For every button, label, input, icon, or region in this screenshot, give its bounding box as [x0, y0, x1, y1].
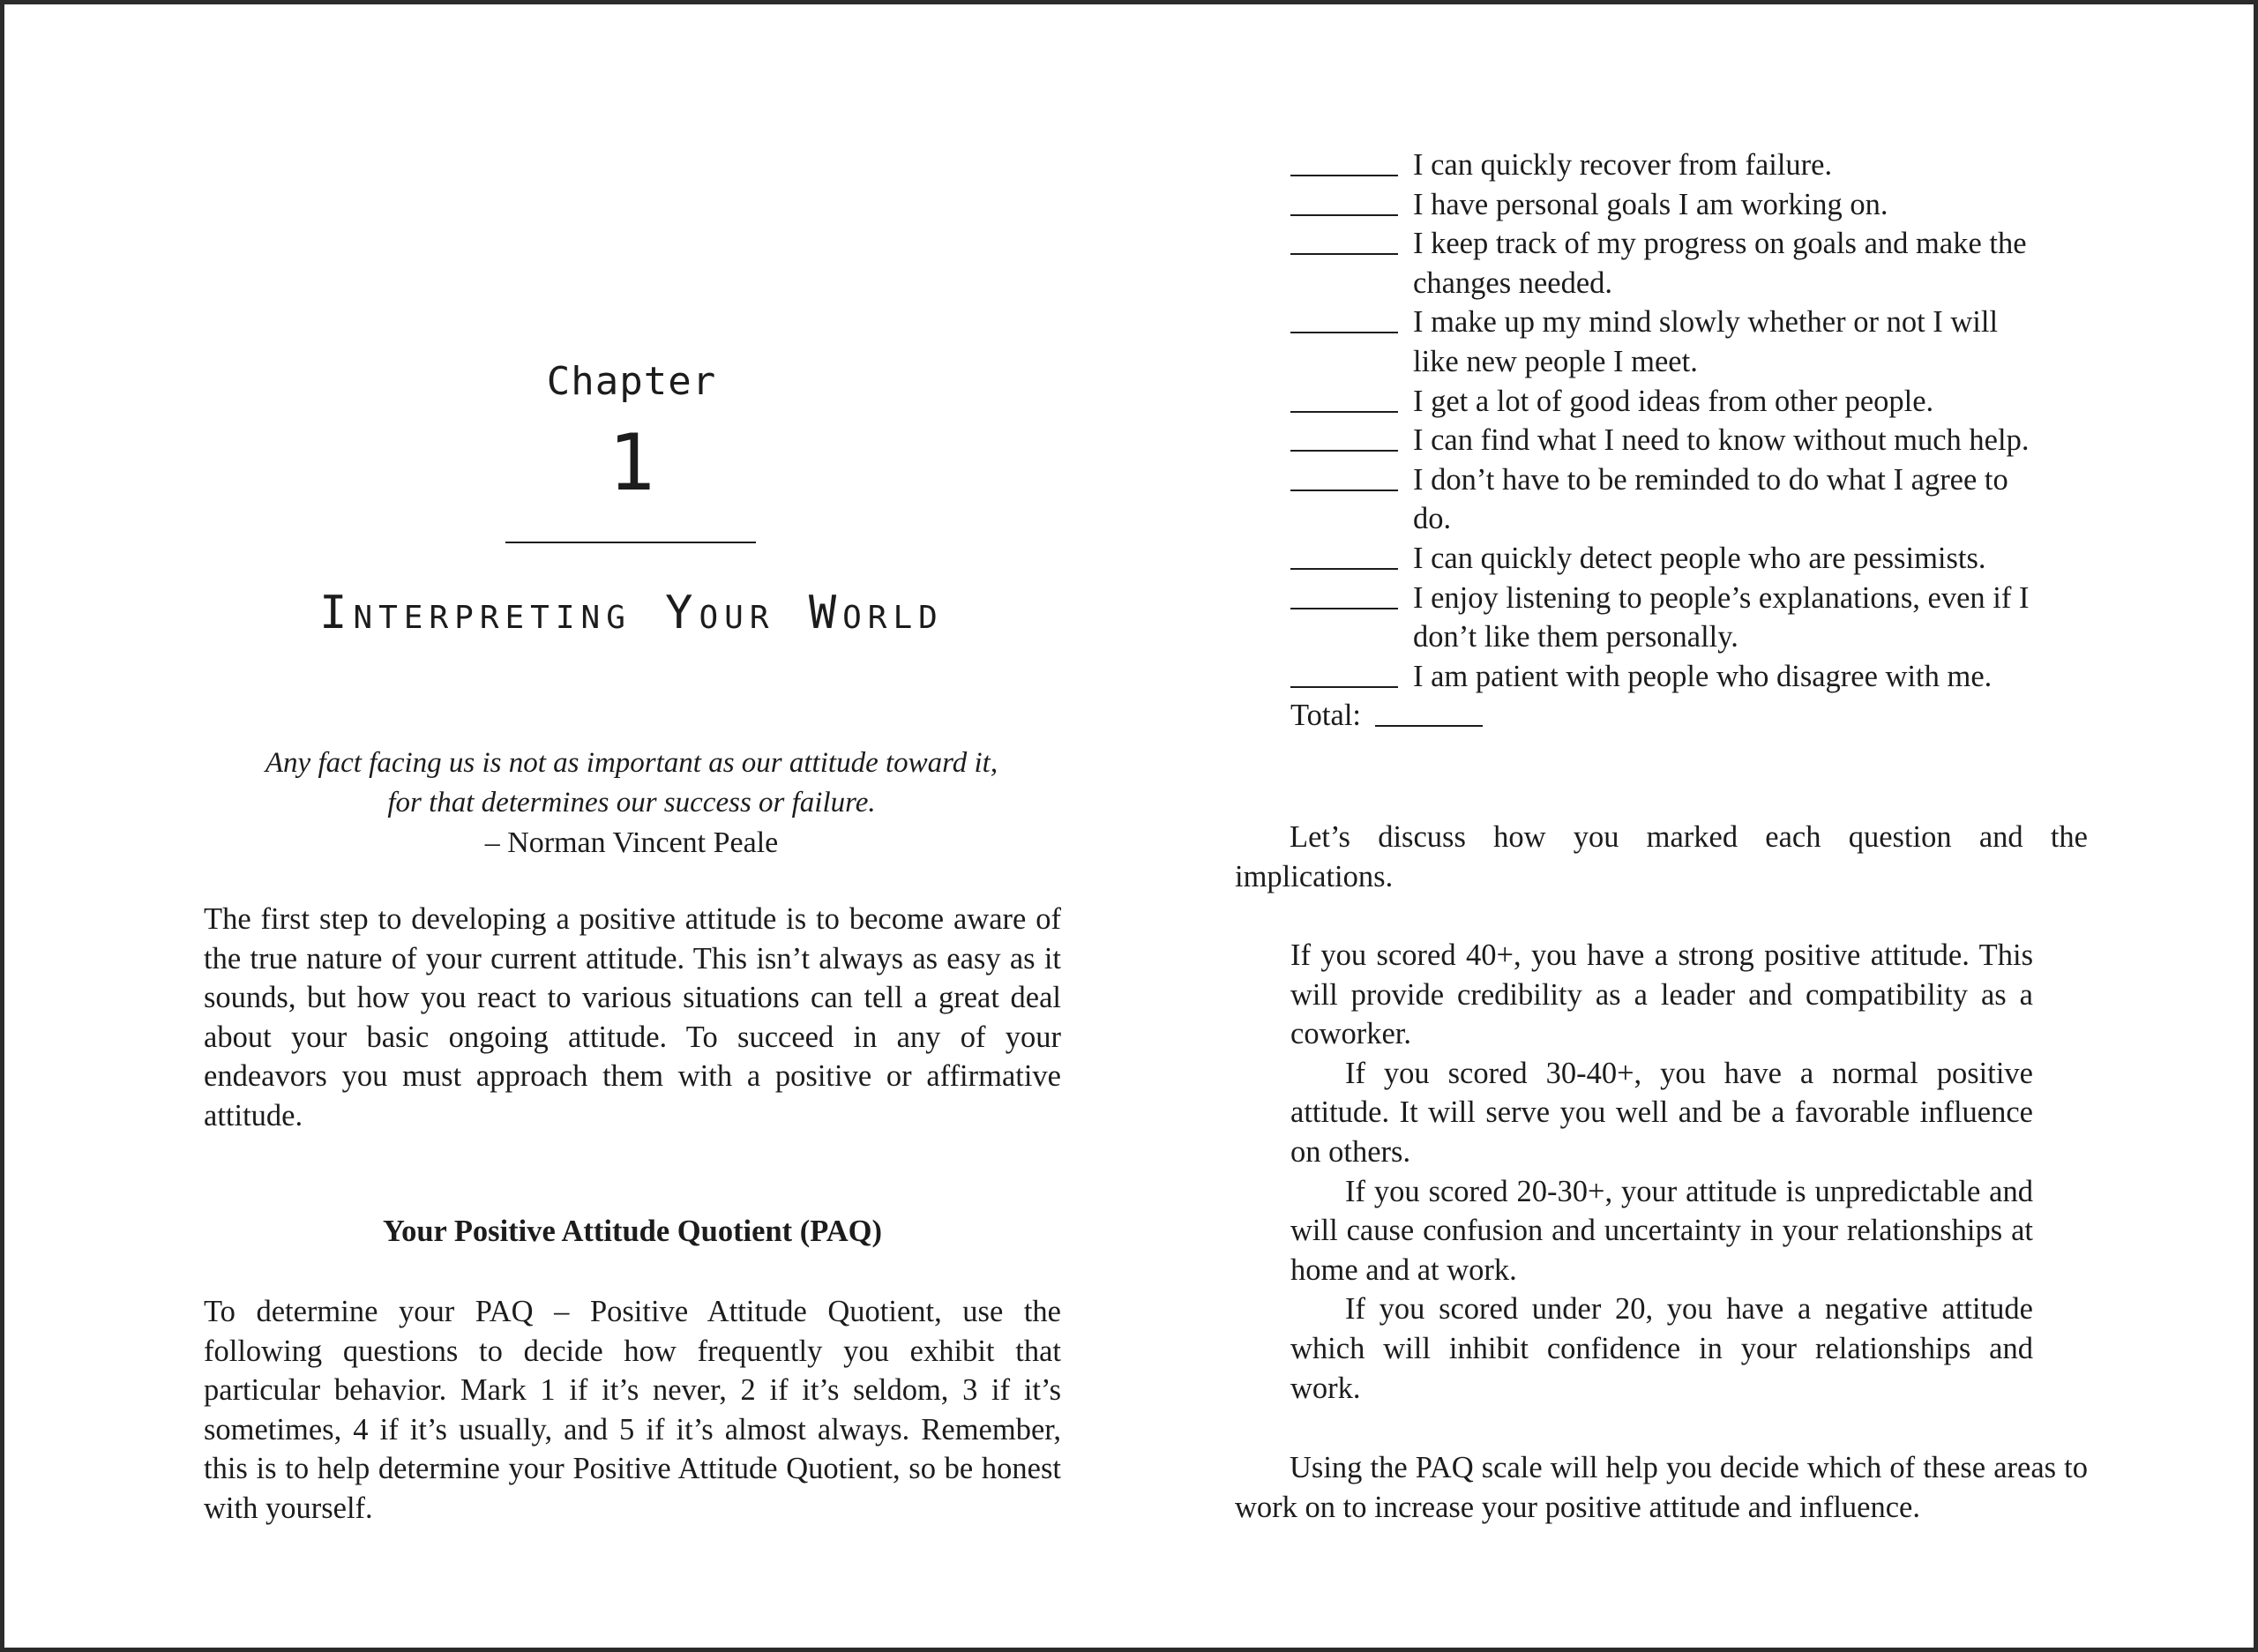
questionnaire-item-text: I am patient with people who disagree with me.: [1413, 659, 1993, 693]
epigraph-quote-line-1: Any fact facing us is not as important as our attitude toward it,: [265, 747, 998, 779]
total-row: [1290, 696, 2033, 736]
score-ranges: [1290, 936, 2033, 1408]
questionnaire-item: [1290, 146, 2033, 185]
answer-blank: [1290, 382, 1398, 422]
questionnaire-item-text: I can quickly recover from failure.: [1413, 148, 1833, 182]
chapter-divider: [505, 542, 756, 543]
chapter-title: Interpreting Your World: [319, 587, 944, 639]
chapter-number: 1: [608, 417, 655, 508]
total-blank: [1375, 696, 1483, 736]
answer-blank: [1290, 657, 1398, 697]
closing-paragraph: Using the PAQ scale will help you decide which of these areas to work on to increase your positive attitude and influence.: [1235, 1451, 2088, 1524]
questionnaire-item-text: I don’t have to be reminded to do what I agree to do.: [1413, 462, 2008, 536]
questionnaire-item: [1290, 421, 2033, 460]
left-page: [4, 4, 1129, 1648]
questionnaire-item-text: I can find what I need to know without much help.: [1413, 423, 2030, 458]
questionnaire-item-text: I keep track of my progress on goals and make the changes needed.: [1413, 227, 2027, 300]
answer-blank: [1290, 303, 1398, 342]
questionnaire-item: [1290, 185, 2033, 225]
total-label: Total:: [1290, 699, 1361, 733]
epigraph-quote-line-2: for that determines our success or failure.: [387, 787, 876, 819]
questionnaire-item: [1290, 224, 2033, 303]
questionnaire-item-text: I enjoy listening to people’s explanations, even if I don’t like them personally.: [1413, 580, 2030, 654]
questionnaire-list: [1290, 146, 2033, 736]
answer-blank: [1290, 421, 1398, 460]
questionnaire-item-text: I can quickly detect people who are pessimists.: [1413, 541, 1986, 575]
questionnaire-item: [1290, 382, 2033, 422]
answer-blank: [1290, 460, 1398, 500]
score-range-under-20: If you scored under 20, you have a negative attitude which will inhibit confidence in your relationships and work.: [1290, 1292, 2033, 1405]
right-page: [1129, 4, 2254, 1648]
epigraph: [207, 744, 1056, 863]
discussion-paragraph: Let’s discuss how you marked each question and the implications.: [1235, 820, 2088, 893]
questionnaire-item-text: I make up my mind slowly whether or not I will like new people I meet.: [1413, 305, 1999, 378]
answer-blank: [1290, 539, 1398, 579]
answer-blank: [1290, 146, 1398, 185]
book-spread: [4, 4, 2254, 1648]
answer-blank: [1290, 579, 1398, 618]
score-range-30-40: If you scored 30-40+, you have a normal positive attitude. It will serve you well and be a favorable influence on others.: [1290, 1056, 2033, 1169]
questionnaire-item: [1290, 579, 2033, 657]
questionnaire-item: [1290, 303, 2033, 381]
answer-blank: [1290, 185, 1398, 225]
answer-blank: [1290, 224, 1398, 264]
questionnaire-item: [1290, 539, 2033, 579]
epigraph-attribution: – Norman Vincent Peale: [484, 826, 779, 859]
section-heading: Your Positive Attitude Quotient (PAQ): [382, 1215, 882, 1248]
score-range-40-plus: If you scored 40+, you have a strong positive attitude. This will provide credibility as a leader and compatibility as a coworker.: [1290, 938, 2033, 1051]
score-range-20-30: If you scored 20-30+, your attitude is unpredictable and will cause confusion and uncertainty in your relationships at home and at work.: [1290, 1174, 2033, 1287]
questionnaire-item: [1290, 657, 2033, 697]
questionnaire-item-text: I get a lot of good ideas from other people.: [1413, 384, 1934, 418]
chapter-label: Chapter: [546, 359, 717, 404]
questionnaire-item-text: I have personal goals I am working on.: [1413, 187, 1888, 221]
questionnaire-item: [1290, 460, 2033, 539]
instructions-paragraph: To determine your PAQ – Positive Attitude Quotient, use the following questions to decide how frequently you exhibit that particular behavior. Mark 1 if it’s never, 2 if it’s seldom, 3 if it’s sometimes, 4 if it’s usually, and 5 if it’s almost always. Remember, this is to help determine your Positive Attitude Quotient, so be honest with yourself.: [204, 1295, 1061, 1525]
intro-paragraph: The first step to developing a positive attitude is to become aware of the true nature of your current attitude. This isn’t always as easy as it sounds, but how you react to various situations can tell a great deal about your basic ongoing attitude. To succeed in any of your endeavors you must approach them with a positive or affirmative attitude.: [204, 902, 1061, 1132]
